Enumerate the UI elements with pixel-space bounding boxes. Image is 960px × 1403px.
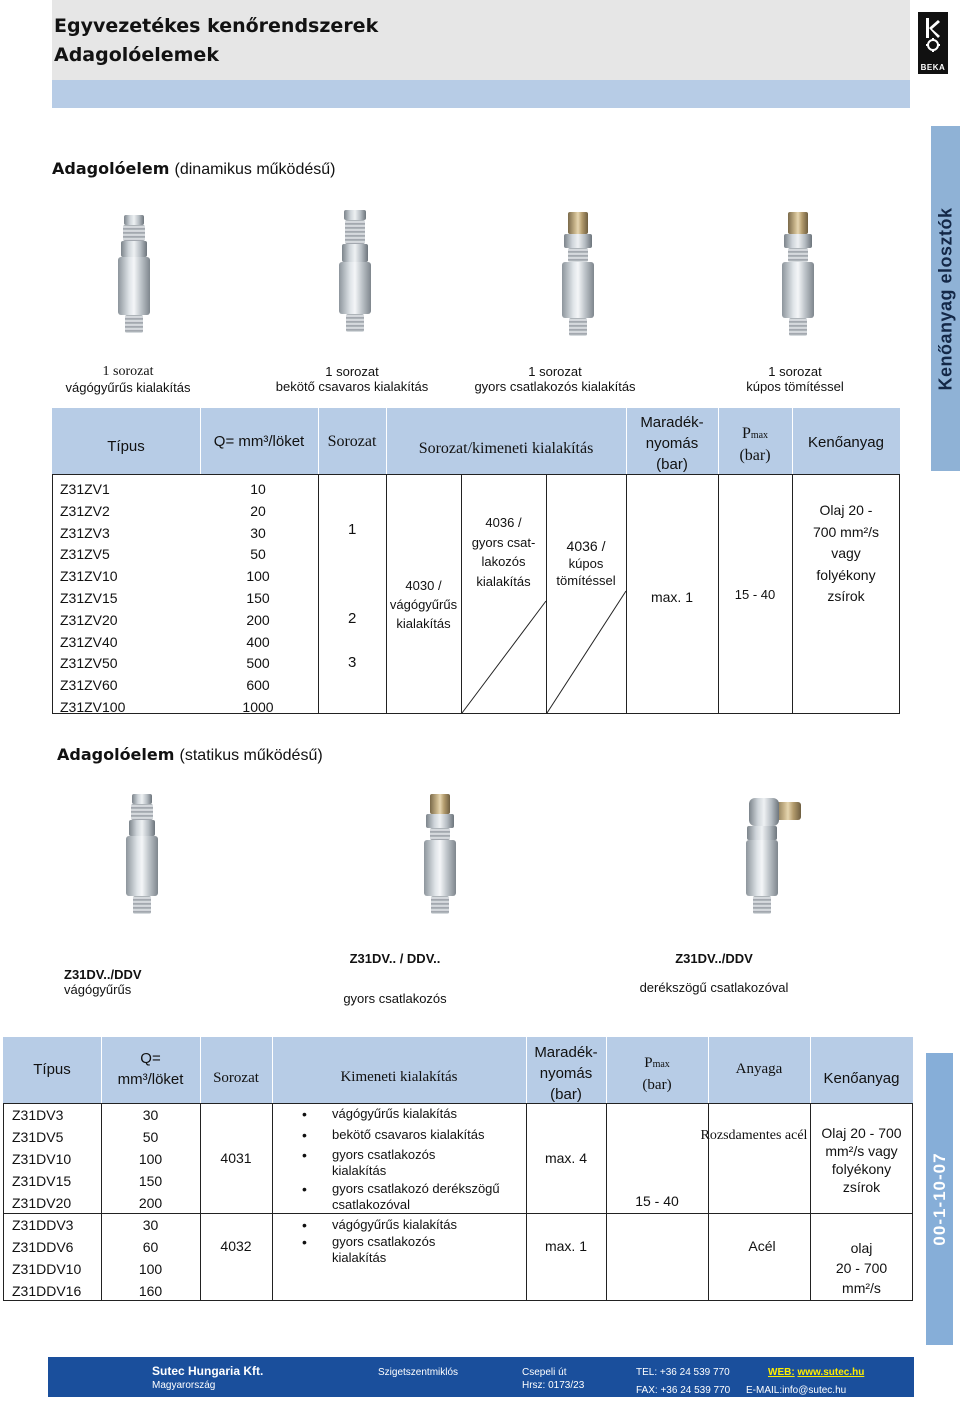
table-row-type: Z31ZV1 bbox=[60, 481, 110, 497]
fitting-image-conical-seal bbox=[776, 212, 820, 340]
document-code-tab bbox=[926, 1053, 953, 1345]
table-cell-q: 150 bbox=[138, 1172, 163, 1189]
table-cell-q: 50 bbox=[250, 546, 266, 563]
caption-conical-seal: 1 sorozat kúpos tömítéssel bbox=[746, 364, 844, 394]
table-cell-q: 160 bbox=[138, 1282, 163, 1299]
t2-type-column-ddv bbox=[12, 1215, 81, 1303]
t1-header-series: Sorozat bbox=[327, 433, 377, 450]
t2-designs-group1 bbox=[332, 1106, 500, 1213]
fitting-image-static-compression-ring bbox=[120, 794, 164, 916]
t1-lubricant: Olaj 20 - 700 mm²/s vagy folyékony zsírok bbox=[812, 502, 880, 604]
caption-static-elbow-connector: Z31DV../DDV derékszögű csatlakozóval bbox=[639, 951, 789, 995]
t2-type-column bbox=[12, 1105, 71, 1215]
list-item: • vágógyűrűs kialakítás bbox=[332, 1106, 500, 1122]
table-row-type: Z31DV10 bbox=[12, 1150, 72, 1167]
header-title: Egyvezetékes kenőrendszerek bbox=[54, 15, 379, 37]
table-cell-q: 100 bbox=[246, 568, 270, 585]
table-row-type: Z31ZV40 bbox=[60, 633, 118, 650]
table-row-type: Z31ZV15 bbox=[60, 589, 118, 606]
list-item-continuation: csatlakozóval bbox=[332, 1197, 411, 1212]
list-item: • gyors csatlakozó derékszögű bbox=[332, 1181, 500, 1197]
header-subtitle: Adagolóelemek bbox=[54, 44, 219, 66]
table-row-type: Z31ZV50 bbox=[60, 655, 118, 672]
category-side-tab bbox=[931, 126, 960, 471]
t2-series-4031: 4031 bbox=[220, 1150, 252, 1166]
t2-header-material: Anyaga bbox=[735, 1061, 783, 1077]
t1-header-lubricant: Kenőanyag bbox=[808, 434, 884, 451]
caption-static-compression-ring: Z31DV../DDV vágógyűrűs bbox=[64, 967, 142, 997]
table-row-type: Z31ZV10 bbox=[60, 568, 118, 585]
document-code-label: 00-1-10-07 bbox=[929, 1152, 949, 1246]
table-cell-q: 400 bbox=[246, 633, 270, 650]
email-link[interactable]: info@sutec.hu bbox=[782, 1385, 847, 1396]
caption-compression-ring: 1 sorozat vágógyűrűs kialakítás bbox=[65, 364, 191, 395]
t1-design-4036-quick: 4036 / gyors csat- lakozós kialakítás bbox=[471, 515, 536, 589]
table-row-type: Z31DDV16 bbox=[12, 1282, 82, 1299]
footer-fax: FAX: +36 24 539 770 bbox=[636, 1385, 731, 1396]
t1-header-residual-pressure: Maradék- nyomás (bar) bbox=[640, 414, 704, 473]
t2-header-pmax: Pmax (bar) bbox=[642, 1055, 672, 1093]
table-cell-q: 500 bbox=[246, 655, 270, 672]
footer-web: WEB: www.sutec.hu bbox=[768, 1367, 865, 1378]
footer-city: Szigetszentmiklós bbox=[378, 1367, 459, 1378]
table-row-type: Z31DV5 bbox=[12, 1128, 64, 1145]
footer bbox=[48, 1357, 914, 1397]
table-row-type: Z31ZV3 bbox=[60, 524, 110, 541]
t1-not-applicable-mark-1 bbox=[461, 600, 547, 714]
section-dynamic-title: Adagolóelem (dinamikus működésű) bbox=[52, 159, 336, 178]
list-item-continuation: kialakítás bbox=[332, 1163, 387, 1178]
table-cell-q: 200 bbox=[246, 611, 270, 628]
website-link[interactable]: www.sutec.hu bbox=[797, 1367, 865, 1378]
beka-logo-icon bbox=[924, 18, 942, 52]
caption-static-quick-connector: Z31DV.. / DDV.. gyors csatlakozós bbox=[343, 951, 447, 1006]
table-cell-q: 600 bbox=[246, 677, 270, 694]
t1-header-design: Sorozat/kimeneti kialakítás bbox=[418, 440, 594, 457]
t2-header-type: Típus bbox=[33, 1061, 71, 1078]
footer-email: E-MAIL:info@sutec.hu bbox=[746, 1385, 847, 1396]
footer-lot: Hrsz: 0173/23 bbox=[522, 1380, 585, 1391]
table-cell-q: 100 bbox=[138, 1150, 163, 1167]
table-row-type: Z31ZV5 bbox=[60, 546, 110, 563]
t1-pmax-value: 15 - 40 bbox=[734, 587, 776, 602]
table-row-type: Z31DV20 bbox=[12, 1194, 72, 1211]
fitting-image-screw-connection bbox=[333, 210, 377, 335]
table-row-type: Z31DDV3 bbox=[12, 1217, 74, 1233]
t2-lubricant-group2: olaj 20 - 700 mm²/s bbox=[835, 1240, 888, 1296]
t1-header-pmax: Pmax (bar) bbox=[739, 425, 771, 464]
table-cell-q: 50 bbox=[142, 1128, 159, 1145]
t1-design-4030: 4030 / vágógyűrűs kialakítás bbox=[389, 578, 458, 631]
section-static-title: Adagolóelem (statikus működésű) bbox=[57, 745, 323, 764]
t1-series-2: 2 bbox=[348, 610, 357, 627]
t2-material-steel: Acél bbox=[748, 1238, 776, 1254]
list-item: • gyors csatlakozós bbox=[332, 1147, 500, 1163]
table-cell-q: 200 bbox=[138, 1194, 163, 1211]
t2-residual-4032: max. 1 bbox=[544, 1238, 587, 1254]
t2-q-column bbox=[101, 1105, 200, 1215]
t2-lubricant-group1: Olaj 20 - 700 mm²/s vagy folyékony zsírok bbox=[821, 1125, 902, 1195]
list-item: • bekötő csavaros kialakítás bbox=[332, 1127, 500, 1143]
table-row-type: Z31ZV2 bbox=[60, 502, 110, 519]
table-row-type: Z31ZV20 bbox=[60, 611, 118, 628]
table-cell-q: 20 bbox=[250, 502, 266, 519]
caption-quick-connector: 1 sorozat gyors csatlakozós kialakítás bbox=[474, 364, 636, 394]
category-side-tab-label: Kenőanyag elosztók bbox=[935, 206, 955, 391]
footer-company: Sutec Hungaria Kft. bbox=[152, 1364, 264, 1378]
table-cell-q: 30 bbox=[250, 524, 266, 541]
t2-header-q: Q= mm³/löket bbox=[117, 1050, 184, 1088]
t1-header-type: Típus bbox=[107, 438, 145, 455]
list-item: • gyors csatlakozós bbox=[332, 1234, 457, 1250]
t2-header-residual-pressure: Maradék- nyomás (bar) bbox=[534, 1044, 598, 1103]
t2-header-lubricant: Kenőanyag bbox=[823, 1070, 900, 1087]
list-item-continuation: kialakítás bbox=[332, 1250, 387, 1265]
t2-residual-4031: max. 4 bbox=[544, 1150, 587, 1166]
t1-residual-value: max. 1 bbox=[650, 589, 693, 605]
fitting-image-static-quick-connector bbox=[418, 794, 462, 916]
table-row-type: Z31ZV60 bbox=[60, 677, 118, 694]
t1-series-1: 1 bbox=[348, 521, 357, 538]
caption-screw-connection: 1 sorozat bekötő csavaros kialakítás bbox=[275, 364, 429, 394]
table-row-type: Z31ZV100 bbox=[60, 698, 126, 715]
fitting-image-compression-ring bbox=[112, 215, 156, 335]
footer-street: Csepeli út bbox=[522, 1367, 567, 1378]
t2-material-stainless: Rozsdamentes acél bbox=[700, 1128, 808, 1143]
footer-tel: TEL: +36 24 539 770 bbox=[636, 1367, 730, 1378]
t1-design-4036-conical: 4036 / kúpos tömítéssel bbox=[556, 538, 616, 588]
table-cell-q: 60 bbox=[142, 1238, 159, 1255]
t2-series-4032: 4032 bbox=[220, 1238, 252, 1254]
t1-header-q: Q= mm³/löket bbox=[213, 433, 305, 450]
list-item: • vágógyűrűs kialakítás bbox=[332, 1217, 457, 1233]
fitting-image-quick-connector bbox=[556, 212, 600, 340]
table-row-type: Z31DV3 bbox=[12, 1107, 64, 1123]
t2-pmax-value: 15 - 40 bbox=[635, 1193, 679, 1209]
table-cell-q: 150 bbox=[246, 589, 270, 606]
table-row-type: Z31DDV6 bbox=[12, 1238, 74, 1255]
table-row-type: Z31DV15 bbox=[12, 1172, 72, 1189]
t1-series-3: 3 bbox=[348, 654, 357, 671]
table-row-type: Z31DDV10 bbox=[12, 1260, 82, 1277]
t1-not-applicable-mark-2 bbox=[546, 590, 627, 714]
t2-designs-group2 bbox=[332, 1217, 457, 1266]
fitting-image-static-elbow-connector bbox=[735, 796, 805, 916]
table-cell-q: 30 bbox=[142, 1217, 159, 1233]
t2-header-series: Sorozat bbox=[213, 1070, 259, 1086]
table-cell-q: 10 bbox=[250, 481, 266, 497]
table-cell-q: 1000 bbox=[242, 698, 274, 715]
t1-q-column bbox=[218, 479, 298, 719]
header-band bbox=[52, 0, 910, 80]
t2-header-design: Kimeneti kialakítás bbox=[340, 1069, 458, 1085]
t1-type-column bbox=[60, 479, 125, 719]
footer-country: Magyarország bbox=[152, 1380, 216, 1391]
beka-logo: BEKA bbox=[918, 12, 948, 74]
header-accent-bar bbox=[52, 80, 910, 108]
t2-q-column-ddv bbox=[101, 1215, 200, 1303]
table-cell-q: 30 bbox=[142, 1107, 159, 1123]
table-cell-q: 100 bbox=[138, 1260, 163, 1277]
